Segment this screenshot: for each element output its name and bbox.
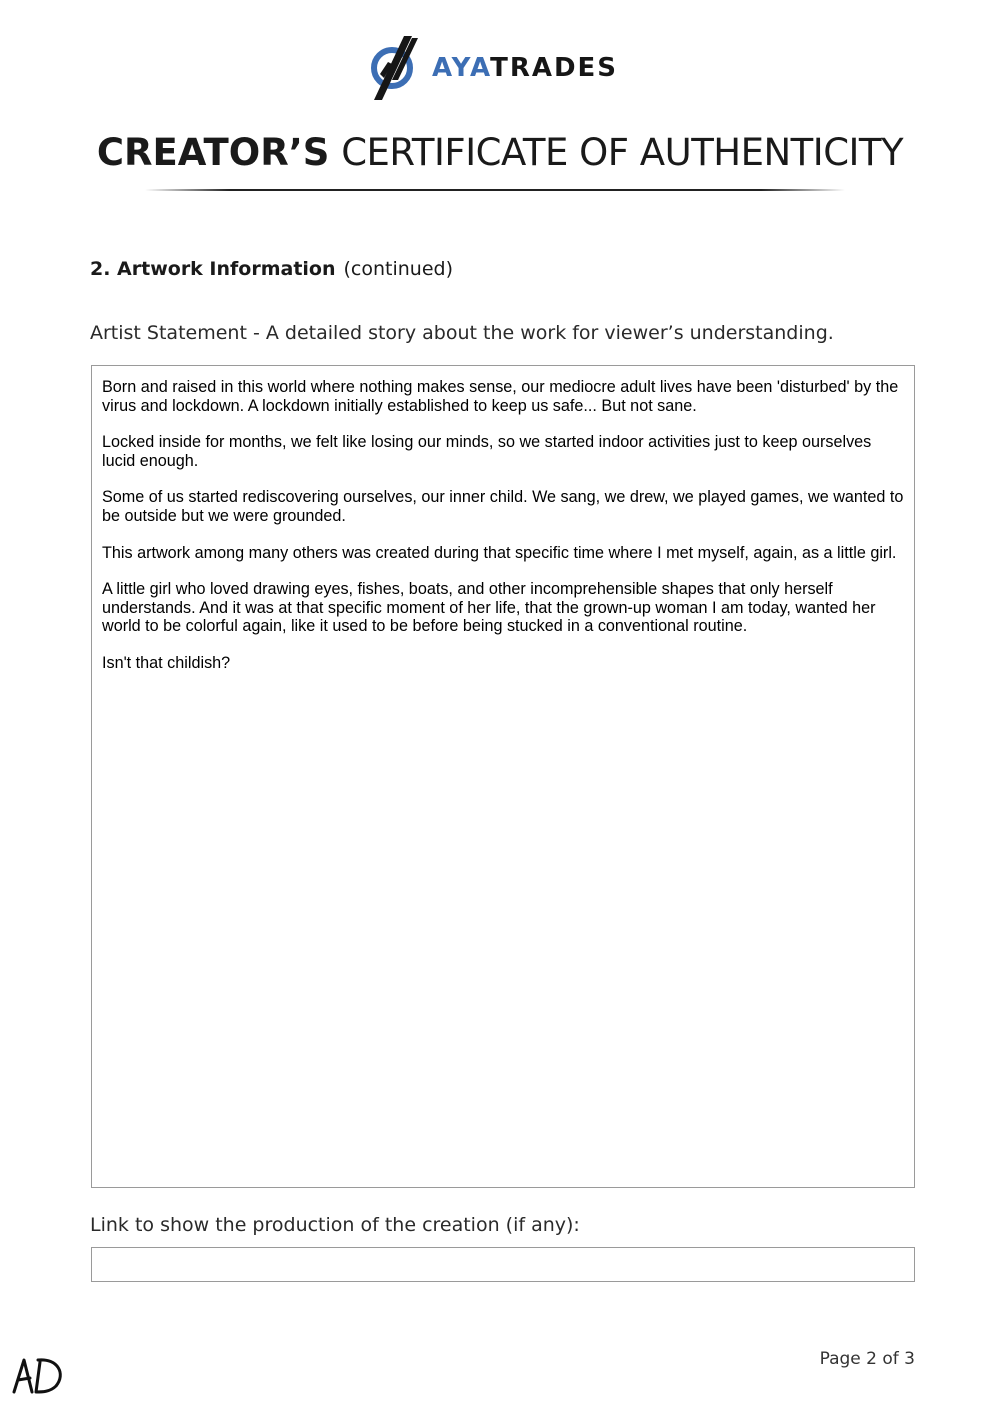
production-link-label: Link to show the production of the creation (if any): [90,1214,580,1236]
artist-statement-label: Artist Statement - A detailed story about the work for viewer’s understanding. [90,322,834,344]
aya-slash-mark-icon [368,34,420,102]
section-heading-title: 2. Artwork Information [90,258,336,280]
brand-wordmark [432,52,618,84]
page-title-bold: CREATOR’S [96,131,330,174]
statement-paragraph: A little girl who loved drawing eyes, fishes, boats, and other incomprehensible shapes that only herself understands. And it was at that specific moment of her life, that the grown-up woman I am today, wanted her world to be colorful again, like it used to be before being stucked in a conventional routine. [102,580,876,636]
initials-signature [10,1352,70,1398]
brand-wordmark-aya: AYA [432,53,491,83]
brand-logo [368,34,638,104]
page-title [0,130,1000,176]
title-divider [145,189,845,191]
production-link-input[interactable] [91,1247,915,1282]
statement-paragraph: Some of us started rediscovering ourselves, our inner child. We sang, we drew, we played games, we wanted to be outside but we were grounded. [102,488,904,525]
section-heading [90,256,453,282]
section-heading-note: (continued) [343,258,454,280]
page-number: Page 2 of 3 [819,1349,915,1369]
statement-paragraph: Isn't that childish? [102,653,231,672]
artist-statement-field[interactable] [91,365,915,1188]
statement-paragraph: Born and raised in this world where nothing makes sense, our mediocre adult lives have been 'disturbed' by the virus and lockdown. A lockdown initially established to keep us safe... But not sane. [102,378,899,415]
statement-paragraph: This artwork among many others was created during that specific time where I met myself, again, as a little girl. [102,543,897,562]
statement-paragraph: Locked inside for months, we felt like losing our minds, so we started indoor activities just to keep ourselves lucid enough. [102,433,872,470]
brand-wordmark-trades: TRADES [490,53,619,83]
page-title-light: CERTIFICATE OF AUTHENTICITY [341,131,904,174]
